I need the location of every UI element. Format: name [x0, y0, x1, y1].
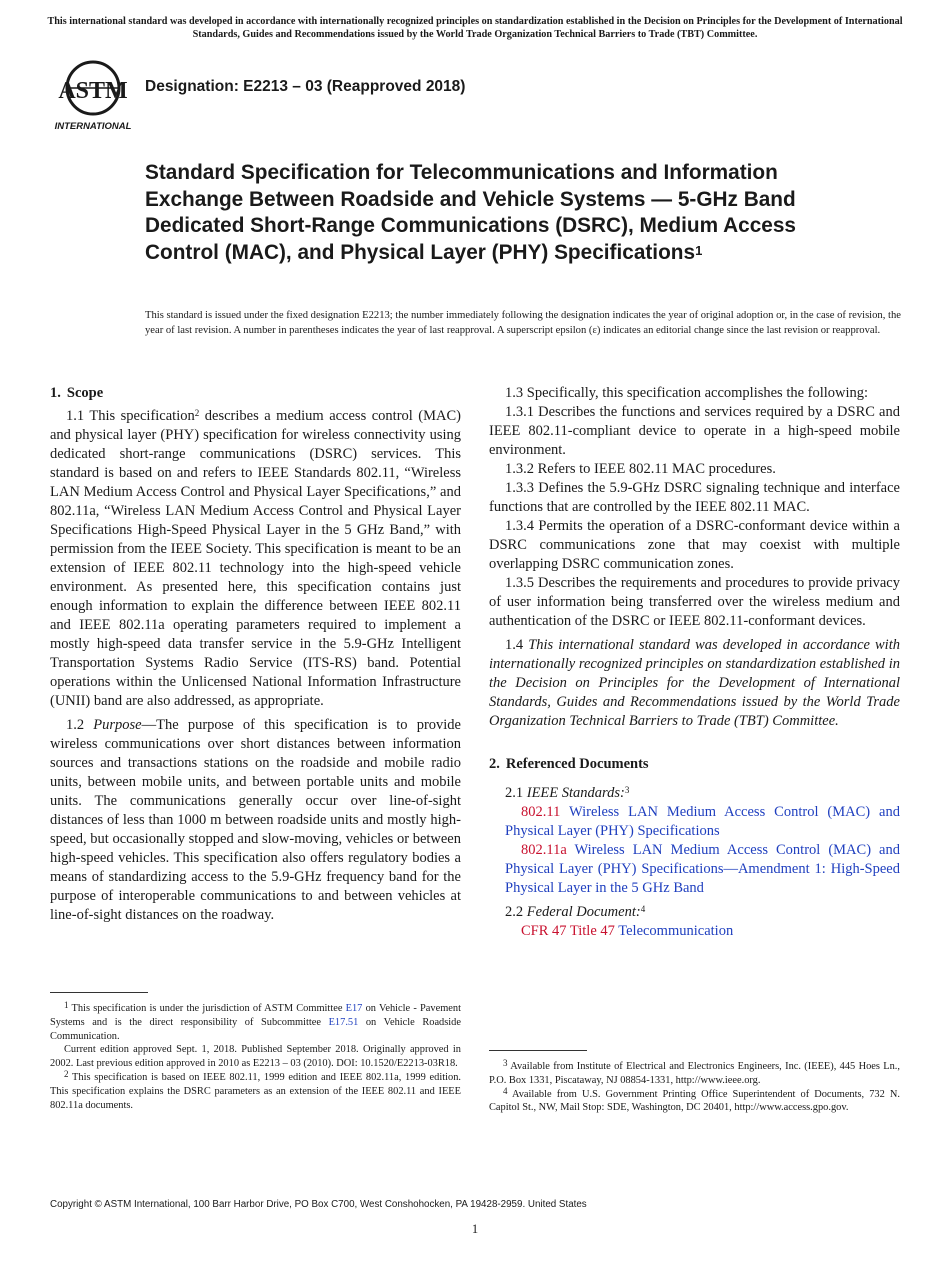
- copyright-notice: Copyright © ASTM International, 100 Barr Harbor Drive, PO Box C700, West Conshohocken, PA 19428-2959. United States: [50, 1199, 587, 1210]
- fn1-text-a: This specification is under the jurisdiction of ASTM Committee: [68, 1003, 346, 1014]
- paragraph-1-3-2: 1.3.2 Refers to IEEE 802.11 MAC procedures.: [505, 461, 776, 477]
- paragraph-1-1: [50, 407, 461, 711]
- paragraph-1-3-3: 1.3.3 Defines the 5.9-GHz DSRC signaling technique and interface functions that are controlled by the IEEE 802.11 MAC.: [489, 480, 900, 515]
- paragraph-1-3-4: 1.3.4 Permits the operation of a DSRC-conformant device within a DSRC communications zone that may coexist with multiple overlapping DSRC communication zones.: [489, 518, 900, 572]
- fn4-text: Available from U.S. Government Printing Office Superintendent of Documents, 732 N. Capitol St., NW, Mail Stop: SDE, Washington, DC 20401, http://www.access.gpo.gov.: [489, 1088, 900, 1114]
- footnote-edition: Current edition approved Sept. 1, 2018. Published September 2018. Originally approved in 2002. Last previous edition approved in 2010 as E2213 – 03 (2010). DOI: 10.1520/E2213-03R18.: [50, 1044, 461, 1070]
- reference-cfr-47[interactable]: [489, 922, 900, 941]
- ref-title-80211[interactable]: Wireless LAN Medium Access Control (MAC) and Physical Layer (PHY) Specifications: [505, 804, 900, 839]
- section-2-heading: [489, 755, 900, 774]
- p2-2-number: 2.2: [505, 904, 527, 920]
- paragraph-1-3-5: 1.3.5 Describes the requirements and procedures to provide privacy of user information being transferred over the wireless medium and authentication of the DSRC or IEEE 802.11-conformant devices.: [489, 575, 900, 629]
- fn3-mark: 3: [503, 1058, 508, 1068]
- fn2-mark: 2: [64, 1068, 69, 1079]
- p2-2-label: Federal Document:: [526, 904, 641, 920]
- section-1-title: Scope: [66, 385, 104, 401]
- ref-code-80211a[interactable]: 802.11a: [521, 842, 567, 858]
- left-column: [50, 384, 461, 925]
- p2-1-label: IEEE Standards:: [526, 785, 625, 801]
- astm-logo: [52, 58, 134, 132]
- ref-code-cfr47[interactable]: CFR 47 Title 47: [521, 923, 615, 939]
- section-2-number: 2.: [489, 756, 500, 772]
- ref-title-cfr47[interactable]: Telecommunication: [614, 923, 734, 939]
- footnotes-left: [50, 1002, 461, 1112]
- fn2-text: This specification is based on IEEE 802.11, 1999 edition and IEEE 802.11a, 1999 edition. This specification explains the DSRC parameters as an extension of the IEEE 802.11 and IEEE 802.11a documents.: [50, 1071, 461, 1111]
- footnote-rule-right: [489, 1050, 587, 1051]
- designation: Designation: E2213 – 03 (Reapproved 2018): [145, 78, 466, 95]
- p1-2-text: —The purpose of this specification is to provide wireless communications over short distances between information sources and transactions stations on the roadside and mobile radio units, between mobile units, and between portable units and mobile units. The communications generally occur over line-of-sight distances of less than 1000 m between roadside units and mostly high-speed, but occasionally stopped and slow-moving, vehicles or between high-speed vehicles. This specification also offers regulatory bodies a means of standardizing access to the 5.9-GHz frequency band for the purpose of interoperable communications to and between vehicles at line-of-sight distances on the roadway.: [50, 717, 461, 923]
- footnote-ref-2[interactable]: 2: [194, 408, 200, 418]
- reference-ieee-80211a[interactable]: [489, 841, 900, 898]
- p1-2-number: 1.2: [66, 717, 94, 733]
- paragraph-1-3-1: 1.3.1 Describes the functions and services required by a DSRC and IEEE 802.11-compliant device to operate in a high-speed mobile environment.: [489, 404, 900, 458]
- fn1-text-b: on Vehicle - Pavement Systems and is the direct responsibility of Subcommittee: [50, 1003, 461, 1028]
- fn1-mark: 1: [64, 1000, 69, 1010]
- right-column: [489, 384, 900, 941]
- fn4-mark: 4: [503, 1085, 508, 1096]
- footnote-4: [489, 1085, 900, 1116]
- section-2-title: Referenced Documents: [505, 756, 649, 772]
- section-1-heading: [50, 384, 461, 403]
- ref-code-80211[interactable]: 802.11: [521, 804, 561, 820]
- paragraph-2-2: [489, 903, 900, 922]
- logo-text: ASTM: [58, 78, 128, 104]
- paragraph-2-1: [489, 784, 900, 803]
- ref-title-80211a[interactable]: Wireless LAN Medium Access Control (MAC) and Physical Layer (PHY) Specifications—Amendment 1: High-Speed Physical Layer in the 5 GHz Band: [505, 842, 900, 896]
- logo-subtext: INTERNATIONAL: [54, 121, 132, 132]
- intro-paragraph: This standard is issued under the fixed designation E2213; the number immediately following the designation indicates the year of original adoption or, in the case of revision, the year of last revision. A number in parentheses indicates the year of last reapproval. A superscript epsilon (ε) indicates an editorial change since the last revision or reapproval.: [145, 310, 901, 337]
- paragraph-1-4: [489, 636, 900, 731]
- committee-e17-link[interactable]: E17: [345, 1003, 363, 1014]
- p1-4-number: 1.4: [505, 637, 529, 653]
- subcommittee-e17-51-link[interactable]: E17.51: [328, 1016, 359, 1028]
- p1-1-text-b: describes a medium access control (MAC) and physical layer (PHY) specification for wireless connectivity using dedicated short-range communications (DSRC) services. This standard is based on and refers to IEEE Standards 802.11, “Wireless LAN Medium Access Control and Physical Layer Specifications,” and 802.11a, “Wireless LAN Medium Access Control and Physical Layer Specifications High-Speed Physical Layer in the 5 GHz Band,” with permission from the IEEE Society. This specification is meant to be an extension of IEEE 802.11 technology into the high-speed vehicle environment. As presented here, this specification contains just enough information to explain the difference between IEEE 802.11 and IEEE 802.11a operating parameters required to implement a mostly high-speed data transfer service in the 5.9-GHz Intelligent Transportation Systems Radio Service (ITS-RS) band. Potential operations within the Unlicensed National Information Infrastructure (UNII) band are also addressed, as appropriate.: [50, 408, 461, 709]
- footnotes-right: [489, 1060, 900, 1115]
- footnote-ref-3[interactable]: 3: [624, 785, 630, 795]
- footnote-3: [489, 1060, 900, 1088]
- fn1-text-c: on Vehicle Roadside Communication.: [50, 1016, 461, 1042]
- page-number: 1: [471, 1222, 479, 1236]
- footnote-2: [50, 1068, 461, 1112]
- p2-1-number: 2.1: [505, 785, 527, 801]
- wto-notice: This international standard was developed in accordance with internationally recognized principles on standardization established in the Decision on Principles for the Development of International Standards, Guides and Recommendations issued by the World Trade Organization Technical Barriers to Trade (TBT) Committee.: [47, 16, 903, 40]
- title-footnote-mark: 1: [695, 242, 703, 258]
- footnote-rule-left: [50, 992, 148, 993]
- reference-ieee-80211[interactable]: [489, 803, 900, 841]
- p1-1-text-a: 1.1 This specification: [66, 408, 195, 424]
- p1-4-text: This international standard was developed in accordance with internationally recognized principles on standardization established in the Decision on Principles for the Development of International Standards, Guides and Recommendations issued by the World Trade Organization Technical Barriers to Trade (TBT) Committee.: [489, 637, 900, 729]
- paragraph-1-3: 1.3 Specifically, this specification accomplishes the following:: [505, 385, 869, 401]
- footnote-1: [50, 1002, 461, 1043]
- paragraph-1-2: [50, 716, 461, 925]
- title-text: Standard Specification for Telecommunications and Information Exchange Between Roadside and Vehicle Systems — 5-GHz Band Dedicated Short-Range Communications (DSRC), Medium Access Control (MAC), and Physical Layer (PHY) Specifications: [145, 161, 796, 264]
- fn3-text: Available from Institute of Electrical and Electronics Engineers, Inc. (IEEE), 445 Hoes Ln., P.O. Box 1331, Piscataway, NJ 08854-1331, http://www.ieee.org.: [489, 1061, 900, 1086]
- section-1-number: 1.: [50, 385, 61, 401]
- p1-2-label: Purpose: [93, 717, 142, 733]
- footnote-ref-4[interactable]: 4: [640, 904, 646, 914]
- document-title: [145, 160, 865, 266]
